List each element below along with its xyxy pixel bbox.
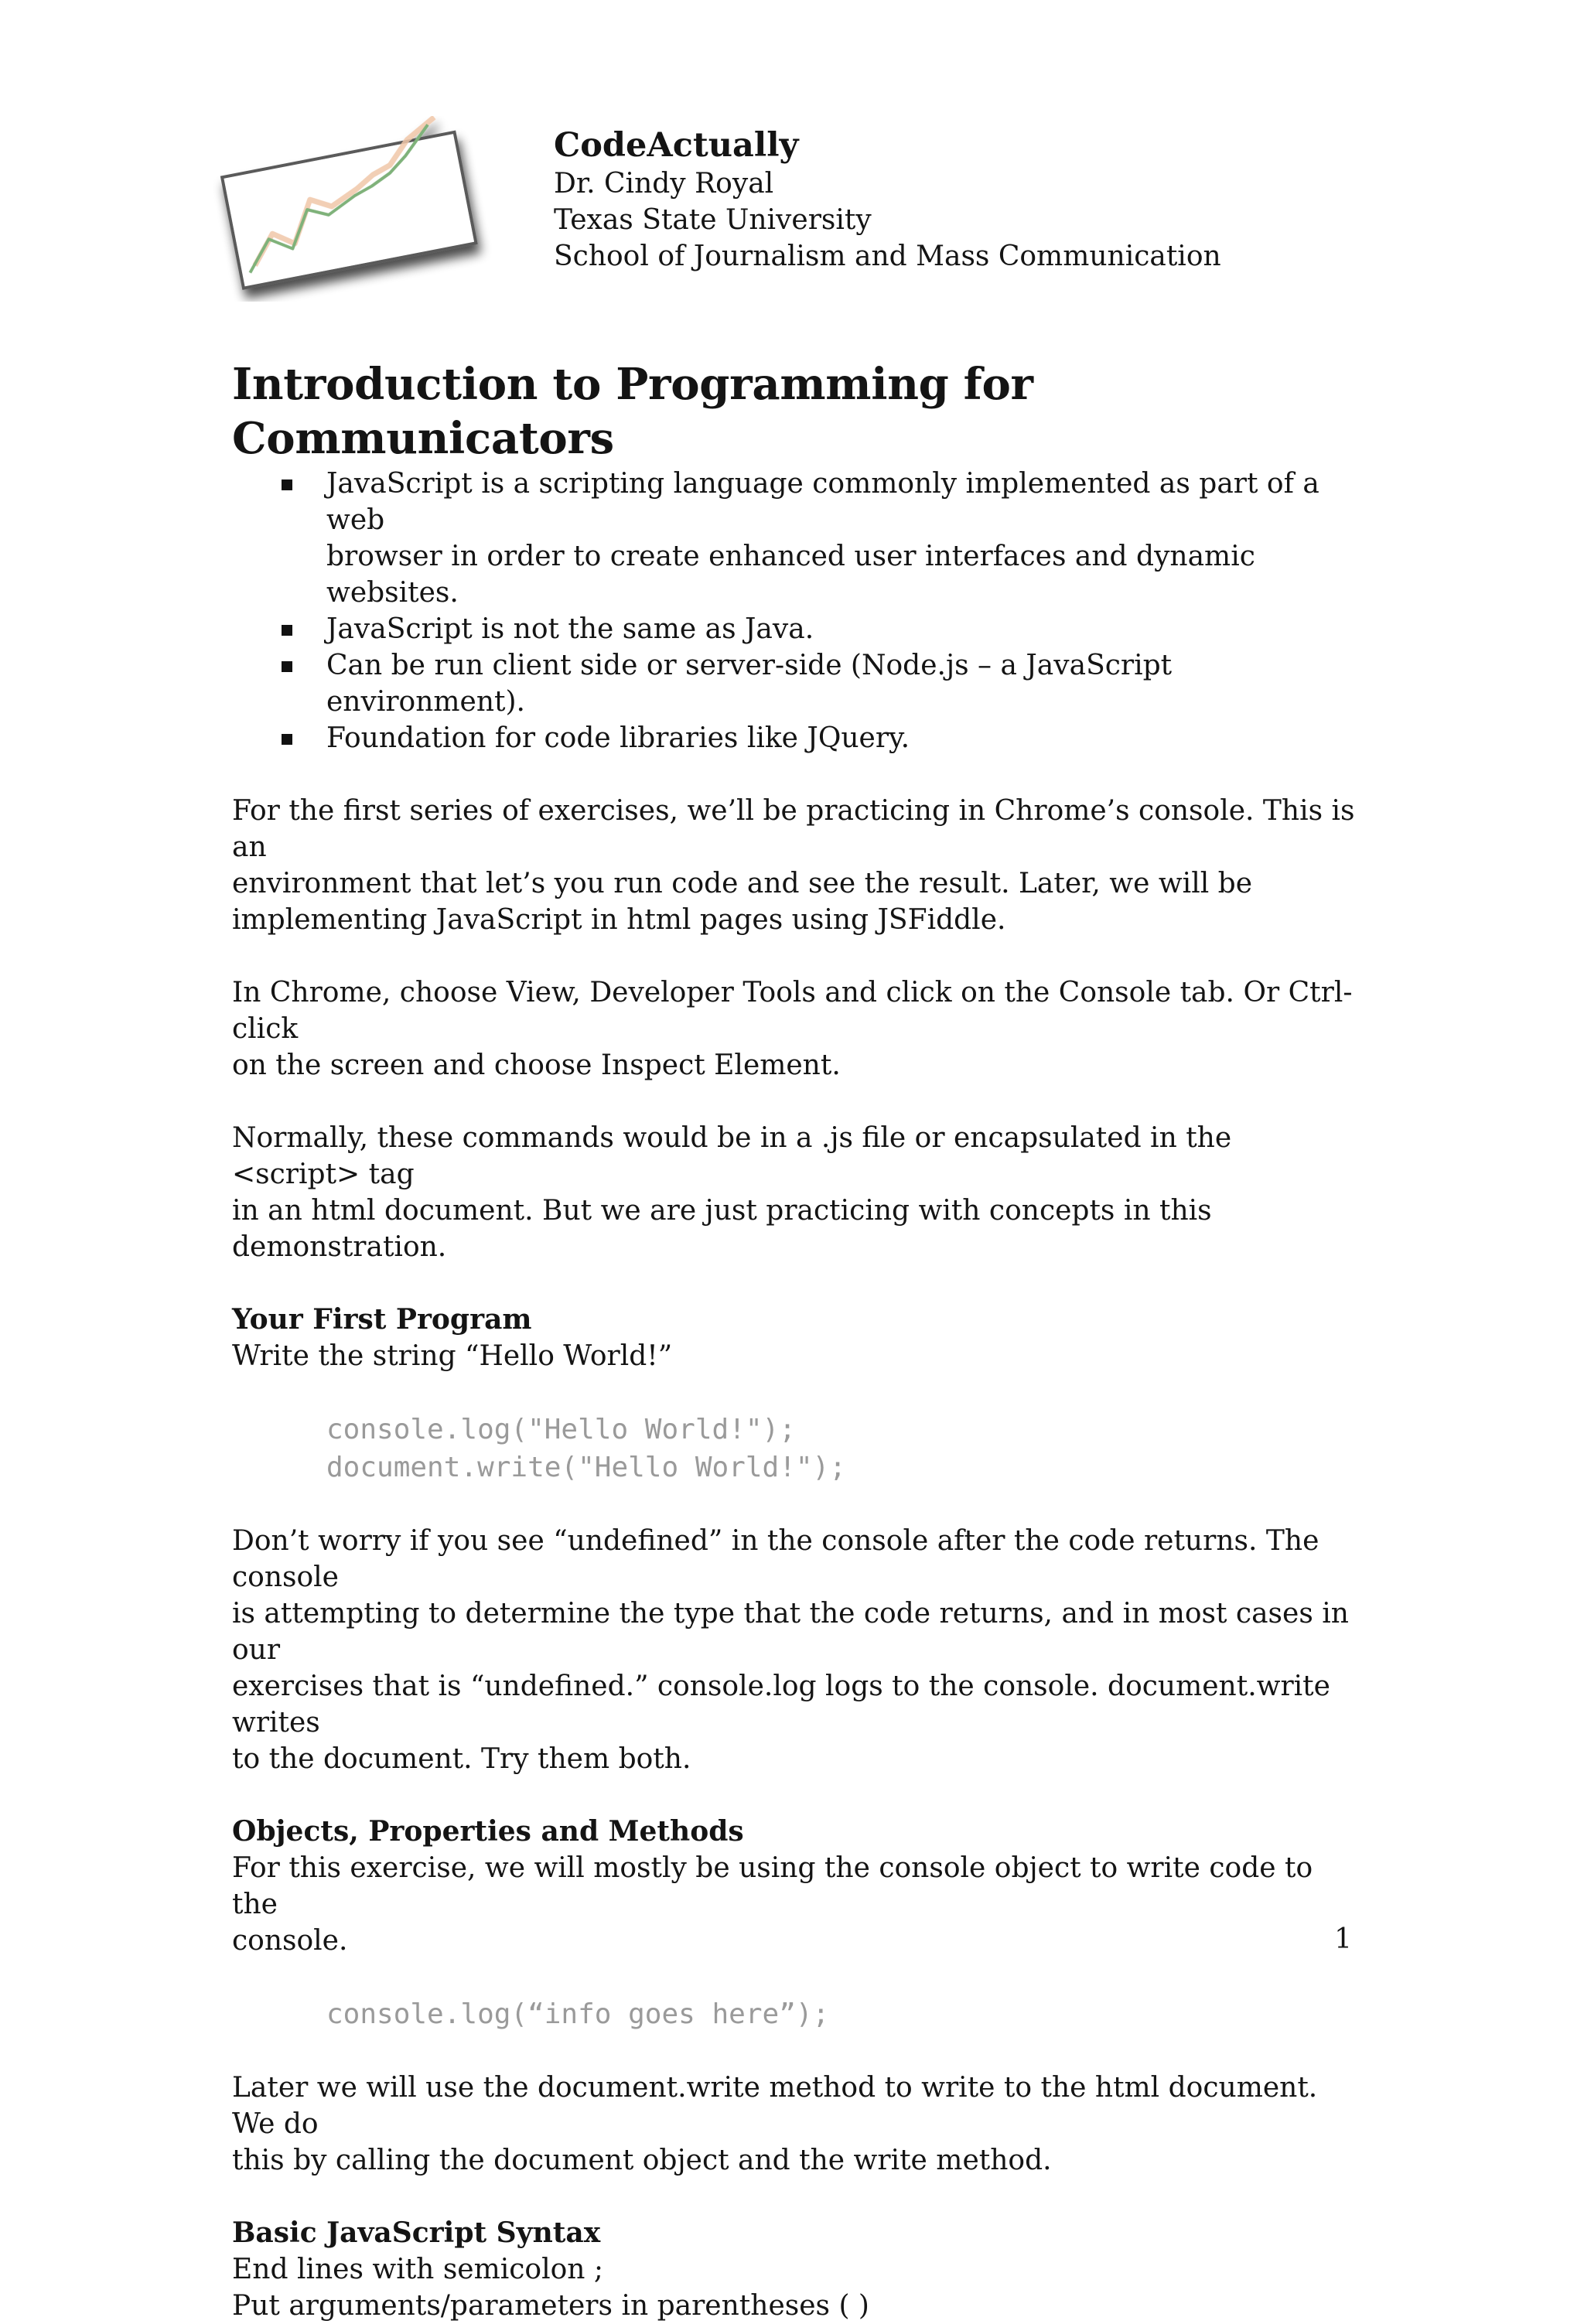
objects-heading: Objects, Properties and Methods — [232, 1815, 744, 1848]
devtools-paragraph: In Chrome, choose View, Developer Tools and click on the Console tab. Or Ctrl-click on the screen and choose Inspect Element. — [232, 977, 1353, 1081]
normally-paragraph: Normally, these commands would be in a .js file or encapsulated in the <script> tag in an html document. But we are just practicing with concepts in this demonstration. — [232, 1122, 1232, 1263]
list-item: Foundation for code libraries like JQuery. — [326, 720, 1361, 756]
document-write-paragraph: Later we will use the document.write method to write to the html document. We do this by calling the document object and the write method. — [232, 2072, 1318, 2176]
square-bullet-icon — [282, 479, 292, 490]
intro-bullet-list — [232, 466, 1361, 756]
university-name: Texas State University — [554, 204, 872, 236]
console-log-code-block — [232, 1995, 1361, 2033]
page-number: 1 — [1334, 1923, 1352, 1955]
codeactually-logo-chart-icon — [209, 116, 495, 302]
square-bullet-icon — [282, 625, 292, 636]
code-line: console.log(“info goes here”); — [326, 1998, 830, 2030]
document-body — [232, 357, 1361, 2324]
school-name: School of Journalism and Mass Communication — [554, 241, 1221, 272]
list-item: JavaScript is a scripting language commonly implemented as part of a web browser in order to create enhanced user interfaces and dynamic websites. — [326, 466, 1361, 611]
syntax-heading: Basic JavaScript Syntax — [232, 2217, 601, 2249]
first-program-intro: Write the string “Hello World!” — [232, 1340, 673, 1372]
objects-intro: For this exercise, we will mostly be using the console object to write code to the console. — [232, 1852, 1313, 1957]
brand-name: CodeActually — [554, 126, 799, 165]
square-bullet-icon — [282, 734, 292, 745]
square-bullet-icon — [282, 661, 292, 672]
hello-world-code-block — [232, 1411, 1361, 1486]
document-header — [554, 125, 1405, 275]
list-item: JavaScript is not the same as Java. — [326, 611, 1361, 647]
syntax-rule: End lines with semicolon ; — [232, 2254, 604, 2285]
list-item: Can be run client side or server-side (Node.js – a JavaScript environment). — [326, 647, 1361, 720]
chrome-console-paragraph: For the first series of exercises, we’ll be practicing in Chrome’s console. This is an environment that let’s you run code and see the result. Later, we will be implementing JavaScript in html pages using JSFiddle. — [232, 795, 1355, 936]
page-title: Introduction to Programming for Communicators — [232, 359, 1033, 464]
syntax-rule: Put arguments/parameters in parentheses ( ) — [232, 2290, 869, 2322]
code-line: document.write("Hello World!"); — [326, 1452, 846, 1483]
first-program-heading: Your First Program — [232, 1303, 532, 1336]
code-line: console.log("Hello World!"); — [326, 1414, 796, 1445]
undefined-note-paragraph: Don’t worry if you see “undefined” in the console after the code returns. The console is attempting to determine the type that the code returns, and in most cases in our exercises that is “undefined.” console.log logs to the console. document.write writes to the document. Try them both. — [232, 1525, 1349, 1775]
author-name: Dr. Cindy Royal — [554, 168, 774, 200]
